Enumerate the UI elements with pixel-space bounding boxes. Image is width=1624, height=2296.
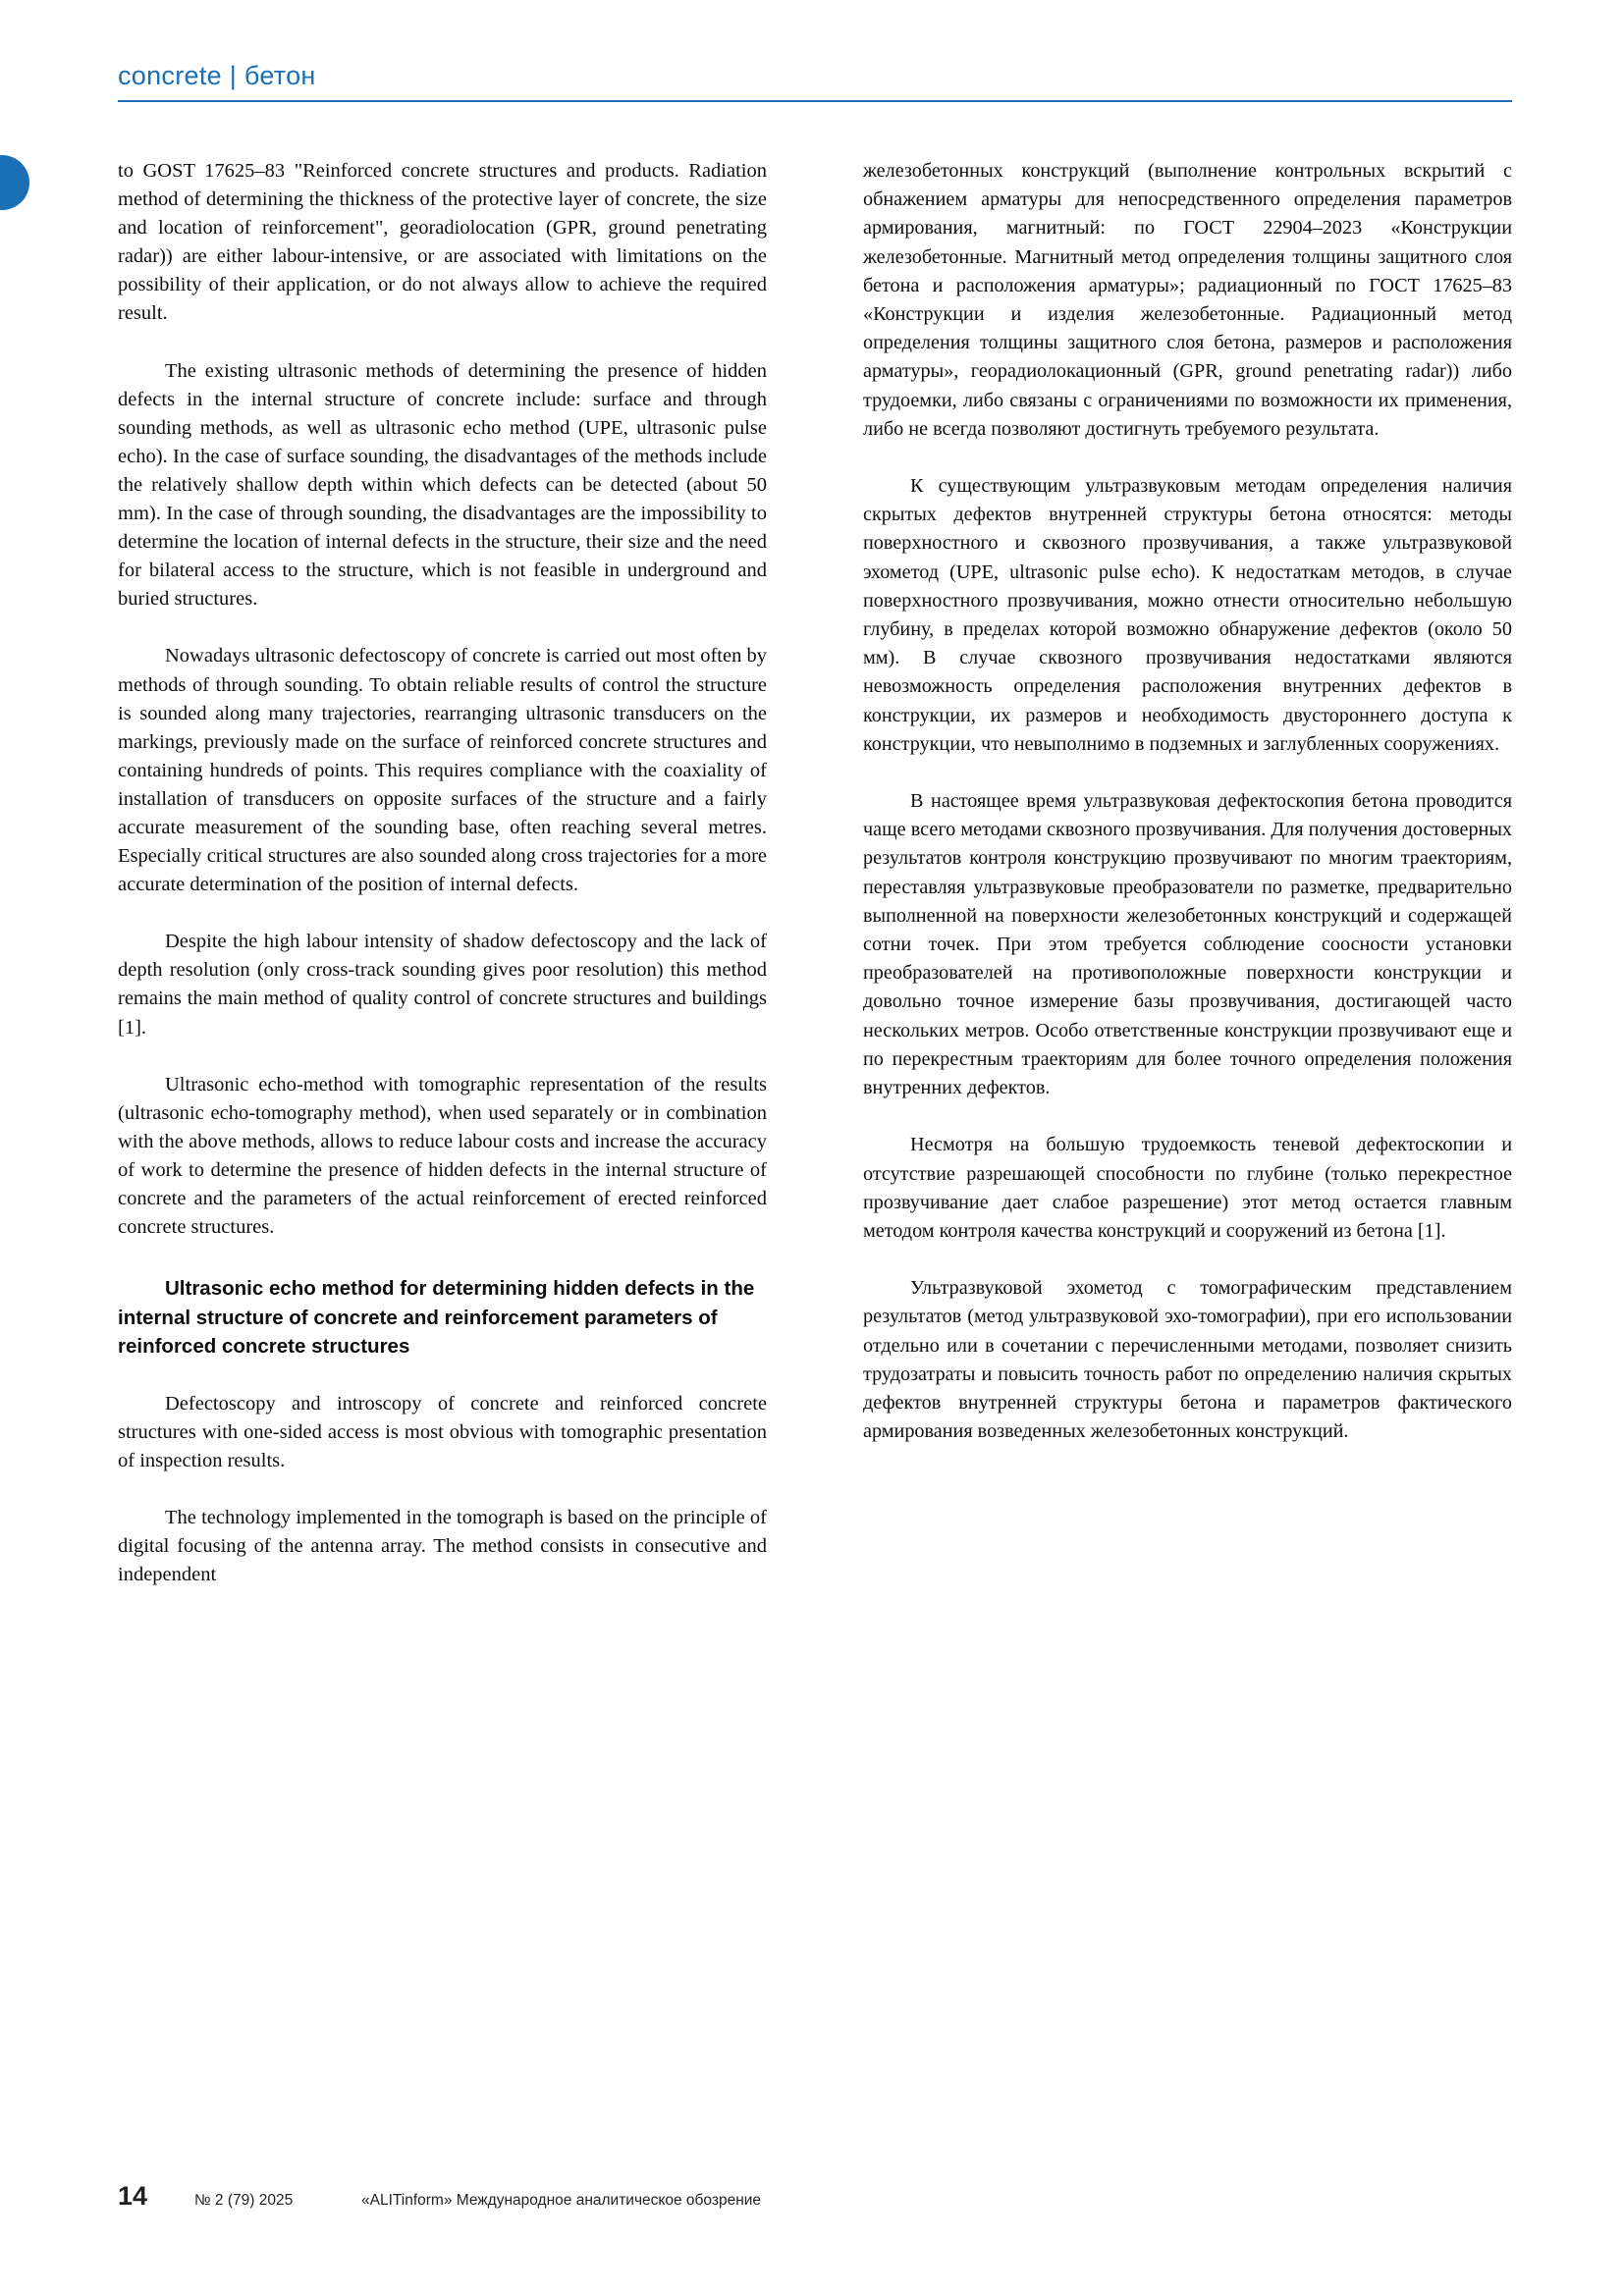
paragraph: В настоящее время ультразвуковая дефектоскопия бетона проводится чаще всего методами сквозного прозвучивания. Для получения достоверных результатов контроля конструкцию прозвучивают по многим траекториям, переставляя ультразвуковые преобразователи по разметке, предварительно выполненной на поверхности железобетонных конструкций и содержащей сотни точек. При этом требуется соблюдение соосности установки преобразователей на противоположные поверхности конструкции и довольно точное измерение базы прозвучивания, достигающей часто нескольких метров. Особо ответственные конструкции прозвучивают еще и по перекрестным траекториям для более точного определения положения внутренних дефектов. [863, 790, 1512, 1099]
paragraph: Ультразвуковой эхометод с томографическим представлением результатов (метод ультразвуковой эхо-томографии), при его использовании отдельно или в сочетании с перечисленными методами, позволяет снизить трудозатраты и повысить точность работ по определению наличия скрытых дефектов внутренней структуры бетона и параметров фактического армирования возведенных железобетонных конструкций. [863, 1277, 1512, 1443]
paragraph: Ultrasonic echo-method with tomographic representation of the results (ultrasonic echo-tomography method), when used separately or in combination with the above methods, allows to reduce labour costs and increase the accuracy of work to determine the presence of hidden defects in the internal structure of concrete and the parameters of the actual reinforcement of erected reinforced concrete structures. [118, 1073, 767, 1239]
page-header [118, 61, 1512, 102]
column-english [118, 157, 767, 1589]
journal-name: «ALITinform» Международное аналитическое обозрение [361, 2192, 762, 2209]
paragraph: to GOST 17625–83 "Reinforced concrete structures and products. Radiation method of determining the thickness of the protective layer of concrete, the size and location of reinforcement", georadiolocation (GPR, ground penetrating radar)) are either labour-intensive, or are associated with limitations on the possibility of their application, or do not always allow to achieve the required result. [118, 160, 767, 325]
paragraph: Несмотря на большую трудоемкость теневой дефектоскопии и отсутствие разрешающей способности по глубине (только перекрестное прозвучивание дает слабое разрешение) этот метод остается главным методом контроля качества конструкций и сооружений из бетона [1]. [863, 1134, 1512, 1242]
section-title: concrete | бетон [118, 61, 316, 90]
page-number: 14 [118, 2181, 148, 2211]
paragraph: Despite the high labour intensity of shadow defectoscopy and the lack of depth resolution (only cross-track sounding gives poor resolution) this method remains the main method of quality control of concrete structures and buildings [1]. [118, 931, 767, 1039]
paragraph: Defectoscopy and introscopy of concrete and reinforced concrete structures with one-sided access is most obvious with tomographic presentation of inspection results. [118, 1392, 767, 1471]
column-russian [863, 157, 1512, 1589]
article-body [118, 157, 1512, 1589]
subheading: Ultrasonic echo method for determining hidden defects in the internal structure of concrete and reinforcement parameters of reinforced concrete structures [118, 1277, 755, 1359]
paragraph: Nowadays ultrasonic defectoscopy of concrete is carried out most often by methods of through sounding. To obtain reliable results of control the structure is sounded along many trajectories, rearranging ultrasonic transducers on the markings, previously made on the surface of reinforced concrete structures and containing hundreds of points. This requires compliance with the coaxiality of installation of transducers on opposite surfaces of the structure and a fairly accurate measurement of the sounding base, often reaching several metres. Especially critical structures are also sounded along cross trajectories for a more accurate determination of the position of internal defects. [118, 645, 767, 896]
issue-info: № 2 (79) 2025 [194, 2192, 294, 2209]
paragraph: железобетонных конструкций (выполнение контрольных вскрытий с обнажением арматуры для непосредственного определения параметров армирования, магнитный: по ГОСТ 22904–2023 «Конструкции железобетонные. Магнитный метод определения толщины защитного слоя бетона и расположения арматуры»; радиационный по ГОСТ 17625–83 «Конструкции и изделия железобетонные. Радиационный метод определения толщины защитного слоя бетона, размеров и расположения арматуры», георадиолокационный (GPR, ground penetrating radar)) либо трудоемки, либо связаны с ограничениями по возможности их применения, либо не всегда позволяют достигнуть требуемого результата. [863, 160, 1512, 440]
page-footer [118, 2181, 1512, 2212]
paragraph: The technology implemented in the tomograph is based on the principle of digital focusing of the antenna array. The method consists in consecutive and independent [118, 1506, 767, 1586]
decorative-dot [0, 155, 29, 210]
paragraph: К существующим ультразвуковым методам определения наличия скрытых дефектов внутренней структуры бетона относятся: методы поверхностного и сквозного прозвучивания, а также ультразвуковой эхометод (UPE, ultrasonic pulse echo). К недостаткам методов, в случае поверхностного прозвучивания, можно отнести относительно небольшую глубину, в пределах которой возможно обнаружение дефектов (около 50 мм). В случае сквозного прозвучивания недостатками являются невозможность определения расположения внутренних дефектов в конструкции, их размеров и необходимость двустороннего доступа к конструкции, что невыполнимо в подземных и заглубленных сооружениях. [863, 475, 1512, 755]
paragraph: The existing ultrasonic methods of determining the presence of hidden defects in the internal structure of concrete include: surface and through sounding methods, as well as ultrasonic echo method (UPE, ultrasonic pulse echo). In the case of surface sounding, the disadvantages of the methods include the relatively shallow depth within which defects can be detected (about 50 mm). In the case of through sounding, the disadvantages are the impossibility to determine the location of internal defects in the structure, their size and the need for bilateral access to the structure, which is not feasible in underground and buried structures. [118, 359, 767, 611]
header-divider [118, 100, 1512, 102]
